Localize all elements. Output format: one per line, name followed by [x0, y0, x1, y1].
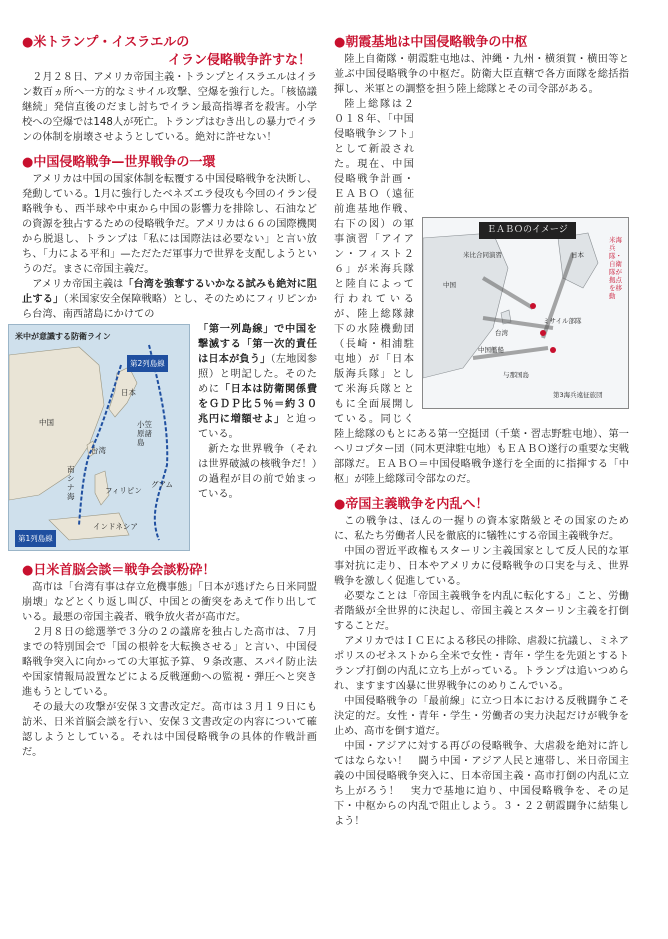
eabo-map [422, 217, 629, 409]
map-title: ＥＡＢＯのイメージ [479, 222, 576, 239]
paragraph: その最大の攻撃が安保３文書改定だ。高市は３月１９日にも訪米、日米首脳会談を行い、安保３文書改定の内容について確認しようとしている。それは中国侵略戦争の具体的作戦計画だ。 [22, 702, 317, 758]
section-heading: ●日米首脳会談＝戦争会談粉砕！ [22, 563, 216, 578]
paragraph: 中国侵略戦争の「最前線」に立つ日本における反戦闘争こそ決定的だ。女性・青年・学生・労働者の実力決起だけが戦争を止め、高市を倒す道だ。 [334, 696, 629, 737]
map-label: 米比合同演習 [463, 251, 502, 259]
section-heading: ●中国侵略戦争—世界戦争の一環 [22, 155, 216, 170]
emphasis: 「台湾を強奪するいかなる試みも絶対に阻止する」 [22, 279, 317, 305]
second-island-chain-badge: 第2列島線 [127, 355, 168, 372]
section-summit [22, 562, 317, 760]
text-run: （左地図参照）と明記した。そのために [198, 354, 318, 395]
paragraph: アメリカは中国の国家体制を転覆する中国侵略戦争を決断し、発動している。1月に強行したベネズエラ侵攻も今回のイラン侵略戦争も、西半球や中東から中国の影響力を排除し、石油などの資源を独占するための侵略戦争だ。アメリカは６６の国際機関から脱退し、トランプは「私には国際法は必要ない」と言い放ち、「力による平和」—ただただ軍事力で世界を支配しようというのだ。まさに帝国主義だ。 [22, 174, 317, 275]
map-label: 中国艦船 [478, 346, 504, 354]
section-asaka-base [334, 34, 629, 487]
paragraph: アメリカではＩＣＥによる移民の排除、虐殺に抗議し、ミネアポリスのゼネストから全米で女性・青年・学生を先頭とするトランプ打倒の内乱に立ち上がっている。トランプは追いつめられ、ますます凶暴に世界戦争にのめりこんでいる。 [334, 636, 629, 692]
left-column [15, 34, 318, 769]
map-title: 米中が意識する防衛ライン [15, 332, 111, 341]
paragraph: 陸上総隊は２０１８年、「中国侵略戦争シフト」として新設された。現在、中国侵略戦争計画・ＥＡＢＯ（遠征前進基地作戦、右下の図）の軍事演習「アイアン・フィスト２６」が米海兵隊と陸自によって行われているが、陸上総隊隷下の水陸機動団（長崎・相浦駐屯地）が「日本版海兵隊」として米海兵隊とともに全面展開している。同じく陸上総隊のもとにある第一空挺団（千葉・習志野駐屯地）、第一ヘリコプター団（同木更津駐屯地）もＥＡＢＯ遂行の重要な実戦部隊だ。ＥＡＢＯ＝中国侵略戦争遂行を全面的に指揮する「中枢」が陸上総隊司令部なのだ。 [334, 99, 629, 485]
paragraph: 中国・アジアに対する再びの侵略戦争、大虐殺を絶対に許してはならない！ 闘う中国・アジア人民と連帯し、米日帝国主義の中国侵略戦争突入に、日本帝国主義・高市打倒の内乱に立ち上がろう！ 実力で基地に迫り、中国侵略戦争を、その足下・中枢からの内乱で阻止しよう。３・２２朝霞闘争に結集しよう！ [334, 741, 629, 827]
text-run: アメリカ帝国主義は [32, 279, 124, 290]
map-label: 与那国島 [503, 371, 529, 379]
emphasis: 「第一列島線」で中国を撃滅する「第一次的責任は日本が負う」 [198, 324, 317, 365]
paragraph: 高市は「台湾有事は存立危機事態」「日本が逃げたら日米同盟崩壊」などとくり返し叫び、中国との衝突をあえて作り出している。最悪の帝国主義者、戦争放火者が高市だ。 [22, 582, 317, 623]
map-label: 第3海兵遠征旅団 [553, 391, 603, 399]
map-label: 南シナ海 [67, 465, 75, 501]
map-label: 中国 [39, 418, 54, 427]
map-side-note: 米海兵隊・自衛隊が拠点を移動 [609, 236, 622, 300]
emphasis: ＧＤＰ比５％＝約３０兆円に増額せよ」 [198, 399, 318, 425]
paragraph: 必要なことは「帝国主義戦争を内乱に転化する」こと、労働者階級が全世界的に決起し、帝国主義とスターリン主義を打倒することだ。 [334, 591, 629, 632]
defense-line-map [8, 324, 190, 551]
section-heading: ●米トランプ・イスラエルの [22, 35, 190, 50]
map-label: 台湾 [91, 446, 106, 455]
section-civil-war [334, 496, 629, 829]
map-label: 日本 [571, 251, 584, 259]
paragraph: ２月８日の総選挙で３分の２の議席を独占した高市は、７月までの特別国会で「国の根幹を大転換させる」と言い、中国侵略戦争突入に向かっての大軍拡予算、９条改憲、スパイ防止法や国家情報局設置などによる反戦運動への監視・弾圧へと突き進もうとしている。 [22, 627, 317, 698]
section-china-war [15, 154, 318, 553]
first-island-chain-badge: 第1列島線 [15, 530, 56, 547]
map-label: 日本 [121, 388, 136, 397]
section-iran-war [22, 34, 317, 145]
section-heading-sub: イラン侵略戦争許すな！ [167, 53, 311, 68]
paragraph: 中国の習近平政権もスターリン主義国家として反人民的な軍事対抗に走り、日本やアメリカに侵略戦争の口実を与え、世界戦争を激しく促進している。 [334, 546, 629, 587]
map-label: 台湾 [495, 329, 508, 337]
paragraph: ２月２８日、アメリカ帝国主義・トランプとイスラエルはイラン数百ヵ所へ一方的なミサイル攻撃、空爆を強行した。「核協議継続」発信直後のだまし討ちでイラン最高指導者を殺害。小学校への空爆では148人が死亡。トランプはむき出しの暴力でイランの体制を崩壊させようとしている。絶対に許せない！ [22, 72, 317, 143]
map-label: 中国 [443, 281, 456, 289]
right-column [334, 34, 629, 838]
paragraph: この戦争は、ほんの一握りの資本家階級とその国家のために、私たち労働者人民を徹底的に犠牲にする帝国主義戦争だ。 [334, 516, 629, 542]
paragraph [22, 277, 317, 322]
paragraph: 陸上自衛隊・朝霞駐屯地は、沖縄・九州・横須賀・横田等と並ぶ中国侵略戦争の中枢だ。防衛大臣直轄で各方面隊を総括指揮し、米軍との調整を担う陸上総隊とその司令部がある。 [334, 54, 629, 95]
text-run: （米国家安全保障戦略）とし、そのためにフィリピンから台湾、南西諸島にかけての [22, 294, 317, 320]
paragraph: 新たな世界戦争（それは世界破滅の核戦争だ！）の過程が目の前で始まっている。 [198, 444, 317, 500]
section-heading: ●朝霞基地は中国侵略戦争の中枢 [334, 35, 528, 50]
emphasis: 「日本は防衛関係費を [198, 384, 318, 410]
section-heading: ●帝国主義戦争を内乱へ！ [334, 497, 489, 512]
map-label: ミサイル部隊 [543, 317, 582, 325]
map-label: インドネシア [93, 522, 138, 531]
map-label: フィリピン [105, 486, 142, 495]
map-label: グアム [151, 480, 173, 489]
map-label: 小笠原諸島 [137, 420, 152, 447]
text-run: と迫っている。 [198, 414, 318, 440]
